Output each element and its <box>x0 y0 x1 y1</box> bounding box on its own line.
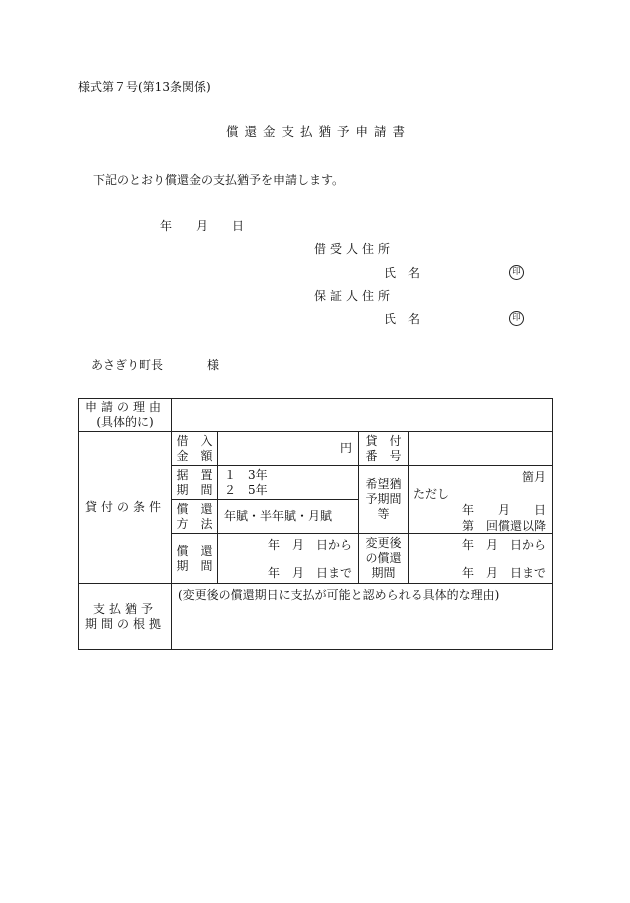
loan-amount-label: 借 入 金 額 <box>172 432 218 466</box>
borrower-address-label: 借受人住所 <box>314 242 395 256</box>
date-text: 年 月 日 <box>461 503 546 517</box>
basis-label: 支払猶予 期間の根拠 <box>79 584 172 650</box>
reason-field[interactable] <box>172 399 553 432</box>
reason-label: 申請の理由 (具体的に) <box>79 399 172 432</box>
changed-to-text: 年 月 日まで <box>461 566 546 580</box>
period-from-text: 年 月 日から <box>267 538 352 552</box>
borrower-name-label: 氏 名 <box>384 266 421 280</box>
basis-field[interactable] <box>172 584 553 650</box>
intro-text: 下記のとおり償還金の支払猶予を申請します。 <box>93 173 345 187</box>
yen-unit: 円 <box>339 441 352 455</box>
repayment-method-label: 償 還 方 法 <box>172 500 218 534</box>
months-text: 箇月 <box>521 470 546 484</box>
loan-amount-field[interactable] <box>218 432 359 466</box>
desired-period-label: 希望猶 予期間 等 <box>359 466 409 534</box>
seal-icon: 印 <box>509 265 524 280</box>
changed-period-label: 変更後 の償還 期間 <box>359 534 409 584</box>
repayment-period-label: 償 還 期 間 <box>172 534 218 584</box>
loan-number-label: 貸 付 番 号 <box>359 432 409 466</box>
page-title: 償還金支払猶予申請書 <box>226 124 412 139</box>
repayment-method-value[interactable]: 年賦・半年賦・月賦 <box>218 500 359 534</box>
installment-text: 第 回償還以降 <box>461 519 546 533</box>
loan-terms-label: 貸付の条件 <box>79 432 172 584</box>
date-line: 年 月 日 <box>160 219 245 233</box>
tadashi-text: ただし <box>413 487 450 501</box>
seal-icon: 印 <box>509 311 524 326</box>
deferment-label: 据 置 期 間 <box>172 466 218 500</box>
basis-note: (変更後の償還期日に支払が可能と認められる具体的な理由) <box>178 588 500 602</box>
guarantor-address-label: 保証人住所 <box>314 289 395 303</box>
desired-period-field[interactable] <box>409 466 553 534</box>
period-to-text: 年 月 日まで <box>267 566 352 580</box>
changed-from-text: 年 月 日から <box>461 538 546 552</box>
loan-number-field[interactable] <box>409 432 553 466</box>
guarantor-name-label: 氏 名 <box>384 312 421 326</box>
honorific: 様 <box>207 358 220 372</box>
changed-period-field[interactable] <box>409 534 553 584</box>
application-table <box>78 398 553 650</box>
addressee: あさぎり町長 <box>91 358 164 372</box>
form-number: 様式第７号(第13条関係) <box>78 80 211 94</box>
repayment-period-field[interactable] <box>218 534 359 584</box>
deferment-options[interactable]: １ 3年 ２ 5年 <box>218 466 359 500</box>
